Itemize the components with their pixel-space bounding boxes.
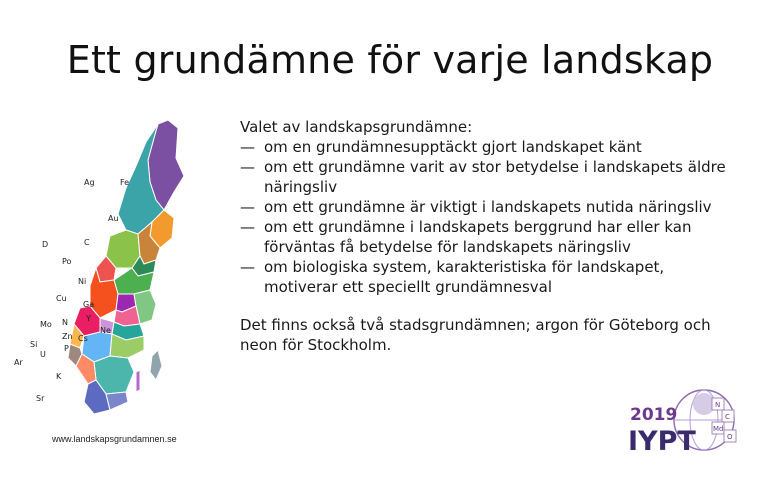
- criteria-item: [240, 137, 740, 157]
- logo-element: N: [715, 401, 721, 409]
- map-region-label: Ga: [83, 300, 95, 309]
- bullet-dash: —: [240, 198, 255, 216]
- map-region-label: P: [64, 344, 69, 353]
- city-elements-note: Det finns också två stadsgrundämnen; argon för Göteborg och neon för Stockholm.: [240, 316, 711, 354]
- map-region-label: Y: [86, 314, 91, 323]
- logo-element: Md: [713, 425, 724, 433]
- map-region-label: Ni: [78, 277, 87, 286]
- map-region-label: Zn: [62, 332, 73, 341]
- criteria-text: om ett grundämne är viktigt i landskapets nutida näringsliv: [264, 198, 712, 216]
- sweden-map: [14, 118, 180, 418]
- map-region-gotland: [150, 350, 162, 380]
- criteria-text: om ett grundämne i landskapets berggrund har eller kan förväntas få betydelse för landskapets näringsliv: [264, 218, 692, 256]
- map-region-oland: [136, 370, 140, 392]
- map-region-label: Si: [30, 340, 38, 349]
- criteria-intro: Valet av landskapsgrundämne:: [240, 118, 473, 136]
- map-region-blekinge: [106, 392, 128, 410]
- criteria-list: [240, 137, 740, 297]
- logo-element: C: [725, 413, 730, 421]
- iypt-logo: [624, 378, 740, 460]
- map-region-label: Cu: [56, 294, 67, 303]
- bullet-dash: —: [240, 218, 255, 236]
- slide-body: [240, 117, 740, 355]
- map-region-label: Au: [108, 214, 119, 223]
- map-region-label: Fe: [120, 178, 130, 187]
- logo-name: IYPT: [628, 426, 696, 457]
- bullet-dash: —: [240, 258, 255, 276]
- map-region-label: Mo: [40, 320, 52, 329]
- map-region-label: K: [56, 372, 62, 381]
- logo-element: O: [727, 433, 733, 441]
- criteria-item: [240, 197, 740, 217]
- map-region-label: Ag: [84, 178, 95, 187]
- criteria-item: [240, 157, 740, 197]
- map-region-label: C: [84, 238, 90, 247]
- criteria-text: om biologiska system, karakteristiska för landskapet, motiverar ett speciellt grundämnesval: [264, 258, 665, 296]
- map-region-label: Sr: [36, 394, 45, 403]
- logo-year: 2019: [630, 405, 678, 425]
- criteria-text: om ett grundämne varit av stor betydelse i landskapets äldre näringsliv: [264, 158, 726, 196]
- criteria-text: om en grundämnesupptäckt gjort landskapet känt: [264, 138, 642, 156]
- map-credit: www.landskapsgrundamnen.se: [52, 434, 177, 444]
- criteria-item: [240, 217, 740, 257]
- bullet-dash: —: [240, 138, 255, 156]
- map-region-label: N: [62, 318, 68, 327]
- slide-title: Ett grundämne för varje landskap: [66, 38, 714, 82]
- map-region-label: U: [40, 350, 46, 359]
- map-region-label: D: [42, 240, 49, 249]
- map-region-label: Po: [62, 257, 72, 266]
- criteria-item: [240, 257, 740, 297]
- bullet-dash: —: [240, 158, 255, 176]
- map-region-label: Ne: [100, 326, 111, 335]
- map-region-label: Cs: [78, 334, 88, 343]
- map-region-label: Ar: [14, 358, 23, 367]
